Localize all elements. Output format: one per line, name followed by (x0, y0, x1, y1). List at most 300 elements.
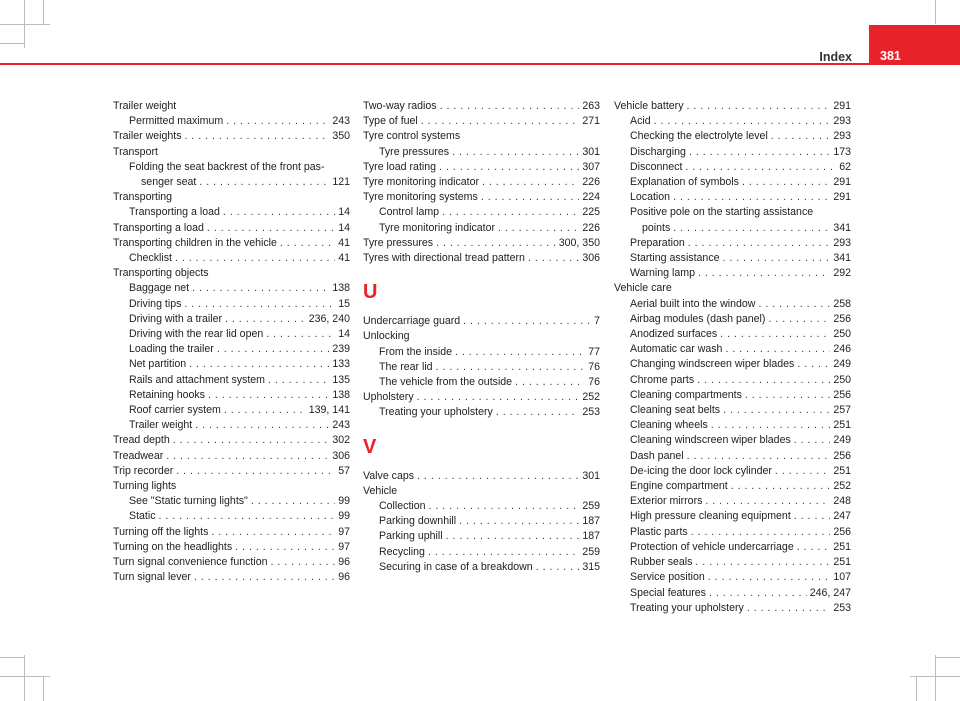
entry-term: Location (630, 191, 671, 204)
entry-term: The rear lid (379, 360, 433, 373)
entry-term: Turning on the headlights (113, 540, 233, 553)
entry-term: Trailer weight (129, 419, 193, 432)
index-subentry (614, 312, 851, 327)
index-entry (614, 99, 851, 114)
entry-term: Retaining hooks (129, 388, 205, 401)
page-reference[interactable]: 173 (833, 145, 851, 158)
index-subentry (363, 375, 600, 390)
index-subentry (614, 175, 851, 190)
dot-leader (731, 479, 831, 494)
page-reference[interactable]: 250 (833, 328, 851, 341)
page-reference[interactable]: 14 (338, 206, 350, 219)
entry-term: Positive pole on the starting assistance (630, 206, 814, 219)
index-subentry (363, 360, 600, 375)
entry-term: Treating your upholstery (379, 406, 493, 419)
index-subentry (363, 529, 600, 544)
page-reference[interactable]: 259 (582, 500, 600, 513)
page-reference[interactable]: 15 (338, 297, 350, 310)
page-reference[interactable]: 97 (338, 540, 350, 553)
page-reference[interactable]: 96 (338, 556, 350, 569)
entry-term: Loading the trailer (129, 343, 214, 356)
page-reference[interactable]: 301 (582, 145, 600, 158)
index-entry (113, 236, 350, 251)
index-subentry (363, 145, 600, 160)
page-reference[interactable]: 291 (833, 176, 851, 189)
entry-term: Type of fuel (363, 115, 418, 128)
dot-leader (225, 312, 306, 327)
index-subentry (363, 545, 600, 560)
entry-term: Exterior mirrors (630, 495, 703, 508)
index-subentry (113, 388, 350, 403)
dot-leader (176, 464, 335, 479)
index-entry (363, 99, 600, 114)
index-entry (363, 175, 600, 190)
page-reference[interactable]: 256 (833, 388, 851, 401)
entry-term: Undercarriage guard (363, 315, 461, 328)
dot-leader (211, 525, 335, 540)
index-subentry (363, 205, 600, 220)
page-reference[interactable]: 99 (338, 495, 350, 508)
index-entry (363, 469, 600, 484)
index-subentry (614, 297, 851, 312)
dot-leader (208, 388, 329, 403)
index-subentry (113, 281, 350, 296)
entry-term: From the inside (379, 345, 453, 358)
page-reference[interactable]: 138 (332, 388, 350, 401)
page-reference[interactable]: 253 (582, 406, 600, 419)
page-reference[interactable]: 341 (833, 252, 851, 265)
entry-term: points (642, 221, 671, 234)
entry-term: Treating your upholstery (630, 601, 744, 614)
page-reference[interactable]: 291 (833, 100, 851, 112)
page-reference[interactable]: 239 (332, 343, 350, 356)
entry-term: Folding the seat backrest of the front pas- (129, 160, 325, 173)
index-subentry (614, 145, 851, 160)
page-reference[interactable]: 307 (582, 160, 600, 173)
entry-term: Airbag modules (dash panel) (630, 312, 766, 325)
entry-term: Treadwear (113, 449, 164, 462)
dot-leader (440, 99, 580, 114)
entry-term: Anodized surfaces (630, 328, 718, 341)
dot-leader (745, 388, 830, 403)
page-reference[interactable]: 251 (833, 556, 851, 569)
entry-term: Tyre monitoring indicator (379, 221, 495, 234)
entry-term: Vehicle (363, 484, 398, 497)
index-entry (113, 479, 350, 494)
index-subentry (614, 509, 851, 524)
entry-term: Aerial built into the window (630, 297, 756, 310)
page-reference[interactable]: 246 (833, 343, 851, 356)
page-reference[interactable]: 252 (833, 480, 851, 493)
dot-leader (195, 418, 329, 433)
index-column-3 (614, 99, 851, 616)
entry-term: Turning lights (113, 480, 177, 493)
dot-leader (723, 403, 830, 418)
index-entry (363, 114, 600, 129)
page-reference[interactable]: 62 (839, 160, 851, 173)
index-subentry (614, 433, 851, 448)
dot-leader (708, 570, 831, 585)
index-subentry (614, 479, 851, 494)
dot-leader (698, 266, 830, 281)
page-reference[interactable]: 246, 247 (809, 586, 851, 599)
page-reference[interactable]: 247 (833, 510, 851, 523)
page-reference[interactable]: 226 (582, 176, 600, 189)
page-reference[interactable]: 76 (588, 376, 600, 389)
entry-term: Explanation of symbols (630, 176, 739, 189)
dot-leader (673, 190, 830, 205)
entry-term: Trailer weights (113, 130, 182, 143)
index-subentry (614, 586, 851, 601)
index-subentry (113, 509, 350, 524)
page-reference[interactable]: 249 (833, 358, 851, 371)
page-reference[interactable]: 252 (582, 391, 600, 404)
index-entry (113, 99, 350, 114)
page-reference[interactable]: 258 (833, 297, 851, 310)
entry-term: Net partition (129, 358, 187, 371)
dot-leader (192, 281, 329, 296)
page-reference[interactable]: 121 (332, 176, 350, 189)
dot-leader (175, 251, 335, 266)
page-reference[interactable]: 107 (833, 571, 851, 584)
index-subentry (363, 499, 600, 514)
page-reference[interactable]: 306 (582, 252, 600, 265)
index-subentry (113, 494, 350, 509)
entry-term: Unlocking (363, 330, 410, 343)
page-reference[interactable]: 139, 141 (308, 404, 350, 417)
page-reference[interactable]: 256 (833, 312, 851, 325)
dot-leader (417, 469, 579, 484)
index-subentry (363, 405, 600, 420)
index-entry (113, 449, 350, 464)
dot-leader (797, 540, 831, 555)
entry-term: Cleaning windscreen wiper blades (630, 434, 791, 447)
index-subentry (113, 418, 350, 433)
index-subentry (614, 570, 851, 585)
index-subentry (614, 327, 851, 342)
page-reference[interactable]: 226 (582, 221, 600, 234)
index-entry (363, 236, 600, 251)
entry-term: Trip recorder (113, 464, 174, 477)
entry-term: Chrome parts (630, 373, 695, 386)
page-reference[interactable]: 97 (338, 525, 350, 538)
entry-term: Disconnect (630, 160, 683, 173)
entry-term: See "Static turning lights" (129, 495, 248, 508)
entry-term: Tyre pressures (379, 145, 450, 158)
index-subentry (113, 251, 350, 266)
index-subentry (614, 388, 851, 403)
crop-mark (936, 657, 960, 658)
entry-term: Turn signal convenience function (113, 556, 268, 569)
dot-leader (266, 327, 335, 342)
crop-mark (24, 0, 25, 48)
page-reference[interactable]: 236, 240 (308, 312, 350, 325)
index-entry (113, 190, 350, 205)
index-subentry (113, 373, 350, 388)
page-reference[interactable]: 293 (833, 115, 851, 128)
entry-term: Two-way radios (363, 100, 437, 112)
index-subentry (614, 494, 851, 509)
dot-leader (428, 545, 579, 560)
dot-leader (794, 433, 831, 448)
entry-term: Transporting a load (129, 206, 220, 219)
entry-term: Changing windscreen wiper blades (630, 358, 795, 371)
index-letter-heading: U (363, 281, 378, 304)
dot-leader (687, 449, 831, 464)
dot-leader (235, 540, 335, 555)
page-reference[interactable]: 135 (332, 373, 350, 386)
dot-leader (189, 357, 329, 372)
page-number: 381 (880, 49, 901, 63)
entry-term: Tyre load rating (363, 160, 437, 173)
dot-leader (271, 555, 336, 570)
index-subentry (614, 449, 851, 464)
page-reference[interactable]: 257 (833, 404, 851, 417)
entry-term: Securing in case of a breakdown (379, 560, 533, 573)
dot-leader (446, 529, 580, 544)
index-subentry (614, 129, 851, 144)
entry-term: Automatic car wash (630, 343, 723, 356)
entry-term: Vehicle care (614, 282, 672, 295)
page-reference[interactable]: 224 (582, 191, 600, 204)
index-entry (113, 540, 350, 555)
dot-leader (742, 175, 830, 190)
page-reference[interactable]: 243 (332, 115, 350, 128)
crop-mark (0, 657, 24, 658)
crop-mark (935, 655, 936, 701)
page-reference[interactable]: 99 (338, 510, 350, 523)
page-reference[interactable]: 259 (582, 545, 600, 558)
dot-leader (747, 601, 830, 616)
dot-leader (173, 433, 330, 448)
page-reference[interactable]: 292 (833, 267, 851, 280)
index-entry (113, 221, 350, 236)
entry-term: Discharging (630, 145, 686, 158)
index-entry (363, 484, 600, 499)
dot-leader (723, 251, 831, 266)
dot-leader (481, 190, 580, 205)
index-subentry (614, 205, 851, 220)
dot-leader (166, 449, 329, 464)
entry-term: Recycling (379, 545, 425, 558)
page-reference[interactable]: 96 (338, 571, 350, 584)
dot-leader (207, 221, 335, 236)
dot-leader (794, 509, 831, 524)
dot-leader (528, 251, 579, 266)
entry-term: Vehicle battery (614, 100, 684, 112)
page-reference[interactable]: 250 (833, 373, 851, 386)
index-subentry (113, 205, 350, 220)
dot-leader (436, 360, 586, 375)
index-subentry (614, 160, 851, 175)
index-subentry (363, 221, 600, 236)
entry-term: Rubber seals (630, 556, 693, 569)
page-reference[interactable]: 14 (338, 328, 350, 341)
dot-leader (421, 114, 580, 129)
entry-term: Tyre control systems (363, 130, 461, 143)
page-reference[interactable]: 350 (332, 130, 350, 143)
dot-leader (498, 221, 579, 236)
index-subentry (614, 525, 851, 540)
page-reference[interactable]: 243 (332, 419, 350, 432)
entry-term: Turning off the lights (113, 525, 209, 538)
dot-leader (687, 99, 831, 114)
crop-mark (43, 0, 44, 24)
page-reference[interactable]: 77 (588, 345, 600, 358)
page-reference[interactable]: 138 (332, 282, 350, 295)
index-column-2 (363, 99, 600, 575)
dot-leader (226, 114, 329, 129)
index-entry (363, 390, 600, 405)
index-entry (363, 251, 600, 266)
index-subentry (113, 327, 350, 342)
index-entry (363, 314, 600, 329)
page-reference[interactable]: 41 (338, 236, 350, 249)
entry-term: High pressure cleaning equipment (630, 510, 791, 523)
page-reference[interactable]: 271 (582, 115, 600, 128)
dot-leader (251, 494, 335, 509)
page-reference[interactable]: 251 (833, 540, 851, 553)
dot-leader (224, 403, 306, 418)
index-subentry (614, 403, 851, 418)
crop-mark (916, 676, 917, 701)
dot-leader (709, 586, 807, 601)
entry-term: Transporting objects (113, 267, 209, 280)
page-reference[interactable]: 293 (833, 236, 851, 249)
index-subentry (614, 236, 851, 251)
dot-leader (442, 205, 579, 220)
page-reference[interactable]: 300, 350 (558, 236, 600, 249)
dot-leader (280, 236, 335, 251)
page-reference[interactable]: 251 (833, 464, 851, 477)
entry-term: Tyre monitoring systems (363, 191, 478, 204)
page-reference[interactable]: 249 (833, 434, 851, 447)
index-subentry (614, 540, 851, 555)
dot-leader (429, 499, 580, 514)
page-reference[interactable]: 306 (332, 449, 350, 462)
index-subentry (614, 342, 851, 357)
dot-leader (459, 514, 579, 529)
dot-leader (536, 560, 580, 575)
page-reference[interactable]: 187 (582, 515, 600, 528)
page-reference[interactable]: 291 (833, 191, 851, 204)
page-reference[interactable]: 301 (582, 469, 600, 482)
entry-term: Transporting a load (113, 221, 204, 234)
page-reference[interactable]: 14 (338, 221, 350, 234)
index-entry (363, 190, 600, 205)
index-subentry (614, 190, 851, 205)
entry-term: Cleaning seat belts (630, 404, 721, 417)
index-subentry (113, 175, 350, 190)
dot-leader (688, 236, 831, 251)
index-subentry (363, 560, 600, 575)
page-reference[interactable]: 41 (338, 252, 350, 265)
page-reference[interactable]: 253 (833, 601, 851, 614)
entry-term: Plastic parts (630, 525, 688, 538)
entry-term: Parking uphill (379, 530, 443, 543)
page-reference[interactable]: 263 (582, 100, 600, 112)
entry-term: Trailer weight (113, 100, 177, 112)
entry-term: Tyres with directional tread pattern (363, 252, 525, 265)
page-reference[interactable]: 341 (833, 221, 851, 234)
index-subentry (614, 221, 851, 236)
page-reference[interactable]: 225 (582, 206, 600, 219)
entry-term: Engine compartment (630, 480, 728, 493)
page-reference[interactable]: 57 (338, 464, 350, 477)
index-entry (113, 433, 350, 448)
index-entry (363, 129, 600, 144)
entry-term: Driving with the rear lid open (129, 328, 264, 341)
entry-term: Dash panel (630, 449, 684, 462)
page-reference[interactable]: 315 (582, 560, 600, 573)
index-subentry (614, 357, 851, 372)
index-subentry (614, 464, 851, 479)
index-letter-heading: V (363, 435, 377, 458)
dot-leader (771, 129, 831, 144)
index-subentry (363, 345, 600, 360)
index-subentry (113, 114, 350, 129)
entry-term: Baggage net (129, 282, 190, 295)
entry-term: Transporting children in the vehicle (113, 236, 277, 249)
dot-leader (691, 525, 831, 540)
dot-leader (705, 494, 830, 509)
page-reference[interactable]: 76 (588, 360, 600, 373)
dot-leader (654, 114, 831, 129)
entry-term: Driving with a trailer (129, 312, 223, 325)
page-reference[interactable]: 256 (833, 449, 851, 462)
index-entry (363, 160, 600, 175)
entry-term: Collection (379, 500, 426, 513)
index-entry (363, 329, 600, 344)
index-subentry (614, 114, 851, 129)
index-subentry (614, 555, 851, 570)
page-reference[interactable]: 293 (833, 130, 851, 143)
dot-leader (482, 175, 579, 190)
page-reference[interactable]: 187 (582, 530, 600, 543)
page-reference[interactable]: 256 (833, 525, 851, 538)
entry-term: Checklist (129, 252, 172, 265)
index-subentry (113, 297, 350, 312)
section-title: Index (819, 50, 852, 64)
index-entry (113, 525, 350, 540)
page-reference[interactable]: 133 (332, 358, 350, 371)
entry-term: The vehicle from the outside (379, 376, 513, 389)
dot-leader (417, 390, 580, 405)
dot-leader (689, 145, 830, 160)
entry-term: Upholstery (363, 391, 414, 404)
index-entry (113, 129, 350, 144)
dot-leader (673, 221, 830, 236)
entry-term: Tyre monitoring indicator (363, 176, 479, 189)
entry-term: Starting assistance (630, 252, 720, 265)
dot-leader (199, 175, 329, 190)
dot-leader (697, 373, 830, 388)
dot-leader (268, 373, 329, 388)
page-reference[interactable]: 251 (833, 419, 851, 432)
index-column-1 (113, 99, 350, 586)
dot-leader (184, 297, 335, 312)
entry-term: Driving tips (129, 297, 182, 310)
page-reference[interactable]: 302 (332, 434, 350, 447)
dot-leader (185, 129, 330, 144)
page-reference[interactable]: 248 (833, 495, 851, 508)
index-entry (113, 145, 350, 160)
dot-leader (455, 345, 585, 360)
entry-term: Special features (630, 586, 706, 599)
page-reference[interactable]: 7 (594, 315, 600, 328)
entry-term: senger seat (141, 176, 197, 189)
entry-term: Acid (630, 115, 651, 128)
